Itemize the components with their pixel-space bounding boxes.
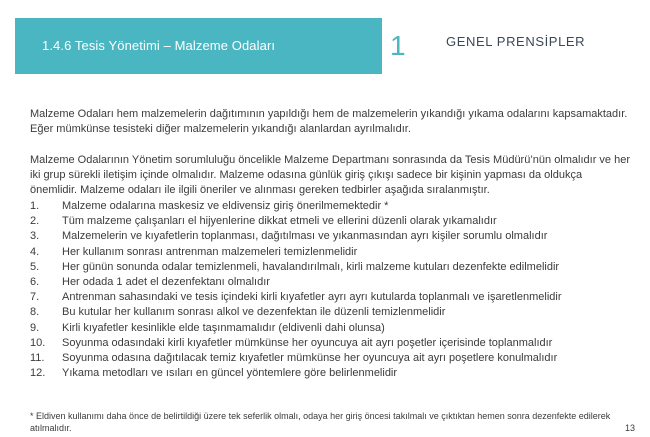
- list-item: [30, 305, 630, 320]
- list-item: [30, 214, 630, 229]
- list-item: [30, 366, 630, 381]
- list-item: [30, 229, 630, 244]
- list-item-number: 3.: [30, 230, 40, 243]
- list-item-number: 9.: [30, 321, 40, 334]
- list-item-number: 2.: [30, 215, 40, 228]
- list-item-number: 5.: [30, 260, 40, 273]
- section-title: GENEL PRENSİPLER: [446, 34, 586, 49]
- list-item-text: Malzemelerin ve kıyafetlerin toplanması, dağıtılması ve yıkanmasından ayrı kişiler sorumlu olmalıdır: [62, 230, 548, 243]
- list-item: [30, 275, 630, 290]
- list-item-text: Malzeme odalarına maskesiz ve eldivensiz giriş önerilmemektedir *: [62, 200, 389, 212]
- recommendations-list: [30, 199, 630, 381]
- list-item-text: Her günün sonunda odalar temizlenmeli, havalandırılmalı, kirli malzeme kutuları dezenfekte edilmelidir: [62, 260, 560, 273]
- list-item-number: 8.: [30, 306, 40, 319]
- list-item-number: 10.: [30, 336, 46, 349]
- list-item-text: Yıkama metodları ve ısıları en güncel yöntemlere göre belirlenmelidir: [62, 367, 398, 380]
- list-item-text: Soyunma odasındaki kirli kıyafetler mümkünse her oyuncuya ait ayrı poşetler içerisinde toplanmalıdır: [62, 336, 553, 349]
- footnote: * Eldiven kullanımı daha önce de belirtildiği üzere tek seferlik olmalı, odaya her giriş öncesi takılmalı ve çıktıktan hemen sonra dezenfekte edilerek atılmalıdır.: [30, 411, 611, 433]
- list-item: [30, 199, 630, 214]
- list-item-text: Antrenman sahasındaki ve tesis içindeki kirli kıyafetler ayrı ayrı kutularda toplanmalı ve işaretlenmelidir: [62, 291, 562, 304]
- intro-paragraph: Malzeme Odaları hem malzemelerin dağıtımının yapıldığı hem de malzemelerin yıkandığı yıkama odalarını kapsamaktadır. Eğer mümkünse tesisteki diğer malzemelerin yıkandığı alanlardan ayrılmalıdır.: [30, 108, 628, 135]
- list-item: [30, 290, 630, 305]
- list-item-text: Tüm malzeme çalışanları el hijyenlerine dikkat etmeli ve ellerini düzenli olarak yıkamalıdır: [62, 215, 497, 228]
- list-item-number: 6.: [30, 276, 40, 289]
- list-item-text: Her odada 1 adet el dezenfektanı olmalıdır: [62, 276, 270, 289]
- list-item-number: 4.: [30, 245, 40, 258]
- list-item: [30, 245, 630, 260]
- list-item-text: Kirli kıyafetler kesinlikle elde taşınmamalıdır (eldivenli dahi olunsa): [62, 321, 385, 334]
- list-item: [30, 351, 630, 366]
- list-item-number: 1.: [30, 200, 40, 212]
- list-item-number: 11.: [30, 352, 45, 365]
- list-item-text: Soyunma odasına dağıtılacak temiz kıyafetler mümkünse her oyuncuya ait ayrı poşetlere konulmalıdır: [62, 352, 558, 365]
- list-item: [30, 260, 630, 275]
- list-item-text: Bu kutular her kullanım sonrası alkol ve dezenfektan ile düzenli temizlenmelidir: [62, 306, 446, 319]
- list-item: [30, 336, 630, 351]
- section-number: 1: [390, 18, 418, 74]
- list-item-text: Her kullanım sonrası antrenman malzemeleri temizlenmelidir: [62, 245, 358, 258]
- list-item: [30, 321, 630, 336]
- page-title: 1.4.6 Tesis Yönetimi – Malzeme Odaları: [42, 38, 276, 53]
- list-item-number: 7.: [30, 291, 40, 304]
- header-bar: [15, 18, 380, 74]
- list-item-number: 12.: [30, 367, 46, 380]
- management-paragraph: Malzeme Odalarının Yönetim sorumluluğu öncelikle Malzeme Departmanı sonrasında da Tesis Müdürü’nün olmalıdır ve her iki grup sürekli iletişim içinde olmalıdır. Malzeme odasına günlük giriş çıkışı sadece bir kişinin yapması da oldukça önemlidir. Malzeme odaları ile ilgili öneriler ve alınması gereken tedbirler aşağıda sıralanmıştır.: [30, 154, 630, 196]
- page-number: 13: [624, 423, 635, 433]
